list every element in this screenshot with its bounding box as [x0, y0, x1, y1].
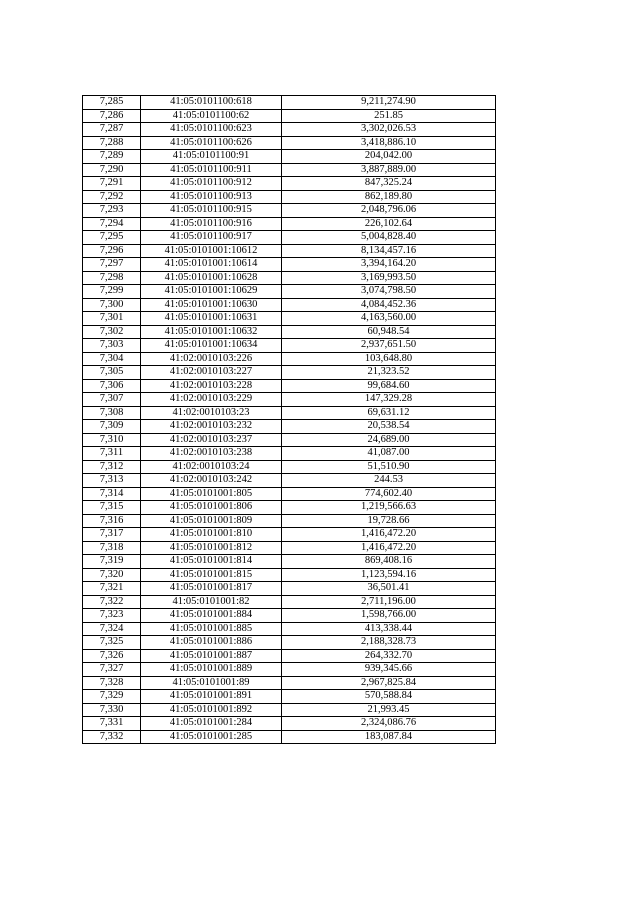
value-cell: 21,323.52	[282, 366, 496, 380]
table-row	[83, 433, 496, 447]
table-body	[83, 96, 496, 744]
row-number-cell: 7,331	[83, 717, 141, 731]
table-row	[83, 595, 496, 609]
table-row	[83, 636, 496, 650]
table-row	[83, 447, 496, 461]
value-cell: 226,102.64	[282, 217, 496, 231]
table-row	[83, 393, 496, 407]
row-number-cell: 7,320	[83, 568, 141, 582]
cadastral-number-cell: 41:02:0010103:226	[141, 352, 282, 366]
cadastral-number-cell: 41:02:0010103:227	[141, 366, 282, 380]
value-cell: 3,887,889.00	[282, 163, 496, 177]
table-row	[83, 528, 496, 542]
row-number-cell: 7,312	[83, 460, 141, 474]
table-row	[83, 123, 496, 137]
value-cell: 2,711,196.00	[282, 595, 496, 609]
value-cell: 847,325.24	[282, 177, 496, 191]
row-number-cell: 7,332	[83, 730, 141, 744]
cadastral-number-cell: 41:05:0101001:10630	[141, 298, 282, 312]
cadastral-number-cell: 41:05:0101001:815	[141, 568, 282, 582]
row-number-cell: 7,322	[83, 595, 141, 609]
row-number-cell: 7,285	[83, 96, 141, 110]
row-number-cell: 7,304	[83, 352, 141, 366]
cadastral-number-cell: 41:05:0101001:889	[141, 663, 282, 677]
row-number-cell: 7,326	[83, 649, 141, 663]
cadastral-number-cell: 41:05:0101001:805	[141, 487, 282, 501]
value-cell: 69,631.12	[282, 406, 496, 420]
row-number-cell: 7,303	[83, 339, 141, 353]
cadastral-number-cell: 41:05:0101001:285	[141, 730, 282, 744]
value-cell: 24,689.00	[282, 433, 496, 447]
value-cell: 204,042.00	[282, 150, 496, 164]
table-row	[83, 244, 496, 258]
value-cell: 1,416,472.20	[282, 541, 496, 555]
cadastral-number-cell: 41:05:0101100:912	[141, 177, 282, 191]
cadastral-number-cell: 41:05:0101100:913	[141, 190, 282, 204]
row-number-cell: 7,290	[83, 163, 141, 177]
cadastral-number-cell: 41:05:0101001:885	[141, 622, 282, 636]
row-number-cell: 7,328	[83, 676, 141, 690]
value-cell: 774,602.40	[282, 487, 496, 501]
value-cell: 36,501.41	[282, 582, 496, 596]
table-row	[83, 487, 496, 501]
table-row	[83, 541, 496, 555]
table-row	[83, 406, 496, 420]
cadastral-number-cell: 41:02:0010103:232	[141, 420, 282, 434]
cadastral-number-cell: 41:05:0101001:887	[141, 649, 282, 663]
table-row	[83, 109, 496, 123]
row-number-cell: 7,305	[83, 366, 141, 380]
cadastral-number-cell: 41:05:0101001:817	[141, 582, 282, 596]
value-cell: 2,967,825.84	[282, 676, 496, 690]
cadastral-number-cell: 41:05:0101100:91	[141, 150, 282, 164]
table-row	[83, 703, 496, 717]
table-row	[83, 150, 496, 164]
cadastral-number-cell: 41:05:0101100:917	[141, 231, 282, 245]
cadastral-number-cell: 41:02:0010103:237	[141, 433, 282, 447]
cadastral-number-cell: 41:05:0101001:884	[141, 609, 282, 623]
value-cell: 264,332.70	[282, 649, 496, 663]
value-cell: 147,329.28	[282, 393, 496, 407]
row-number-cell: 7,309	[83, 420, 141, 434]
row-number-cell: 7,313	[83, 474, 141, 488]
value-cell: 3,302,026.53	[282, 123, 496, 137]
cadastral-number-cell: 41:05:0101001:10614	[141, 258, 282, 272]
value-cell: 3,074,798.50	[282, 285, 496, 299]
table-row	[83, 379, 496, 393]
row-number-cell: 7,327	[83, 663, 141, 677]
value-cell: 2,324,086.76	[282, 717, 496, 731]
cadastral-number-cell: 41:05:0101100:62	[141, 109, 282, 123]
value-cell: 1,598,766.00	[282, 609, 496, 623]
row-number-cell: 7,301	[83, 312, 141, 326]
cadastral-number-cell: 41:05:0101001:886	[141, 636, 282, 650]
table-row	[83, 136, 496, 150]
row-number-cell: 7,317	[83, 528, 141, 542]
value-cell: 9,211,274.90	[282, 96, 496, 110]
table-row	[83, 325, 496, 339]
value-cell: 244.53	[282, 474, 496, 488]
cadastral-number-cell: 41:05:0101001:814	[141, 555, 282, 569]
cadastral-number-cell: 41:02:0010103:23	[141, 406, 282, 420]
cadastral-number-cell: 41:02:0010103:229	[141, 393, 282, 407]
table-row	[83, 730, 496, 744]
row-number-cell: 7,300	[83, 298, 141, 312]
table-row	[83, 676, 496, 690]
row-number-cell: 7,296	[83, 244, 141, 258]
value-cell: 21,993.45	[282, 703, 496, 717]
cadastral-number-cell: 41:05:0101100:623	[141, 123, 282, 137]
row-number-cell: 7,302	[83, 325, 141, 339]
table-row	[83, 717, 496, 731]
value-cell: 1,123,594.16	[282, 568, 496, 582]
table-row	[83, 514, 496, 528]
cadastral-number-cell: 41:05:0101100:618	[141, 96, 282, 110]
table-row	[83, 339, 496, 353]
row-number-cell: 7,329	[83, 690, 141, 704]
row-number-cell: 7,330	[83, 703, 141, 717]
row-number-cell: 7,289	[83, 150, 141, 164]
row-number-cell: 7,325	[83, 636, 141, 650]
cadastral-number-cell: 41:05:0101001:809	[141, 514, 282, 528]
row-number-cell: 7,292	[83, 190, 141, 204]
table-row	[83, 217, 496, 231]
table-row	[83, 420, 496, 434]
value-cell: 103,648.80	[282, 352, 496, 366]
row-number-cell: 7,294	[83, 217, 141, 231]
cadastral-number-cell: 41:05:0101001:10628	[141, 271, 282, 285]
table-row	[83, 190, 496, 204]
row-number-cell: 7,311	[83, 447, 141, 461]
value-cell: 5,004,828.40	[282, 231, 496, 245]
table-row	[83, 501, 496, 515]
table-row	[83, 285, 496, 299]
row-number-cell: 7,307	[83, 393, 141, 407]
cadastral-number-cell: 41:05:0101001:82	[141, 595, 282, 609]
table-row	[83, 96, 496, 110]
cadastral-number-cell: 41:05:0101001:891	[141, 690, 282, 704]
cadastral-number-cell: 41:05:0101100:911	[141, 163, 282, 177]
cadastral-number-cell: 41:02:0010103:228	[141, 379, 282, 393]
value-cell: 19,728.66	[282, 514, 496, 528]
table-row	[83, 649, 496, 663]
value-cell: 1,219,566.63	[282, 501, 496, 515]
row-number-cell: 7,324	[83, 622, 141, 636]
table-row	[83, 474, 496, 488]
value-cell: 413,338.44	[282, 622, 496, 636]
table-row	[83, 568, 496, 582]
value-cell: 99,684.60	[282, 379, 496, 393]
row-number-cell: 7,287	[83, 123, 141, 137]
table-row	[83, 177, 496, 191]
row-number-cell: 7,318	[83, 541, 141, 555]
row-number-cell: 7,298	[83, 271, 141, 285]
cadastral-number-cell: 41:05:0101001:10612	[141, 244, 282, 258]
table-row	[83, 582, 496, 596]
row-number-cell: 7,310	[83, 433, 141, 447]
table-row	[83, 690, 496, 704]
cadastral-number-cell: 41:05:0101100:915	[141, 204, 282, 218]
table-row	[83, 163, 496, 177]
row-number-cell: 7,295	[83, 231, 141, 245]
value-cell: 8,134,457.16	[282, 244, 496, 258]
value-cell: 2,048,796.06	[282, 204, 496, 218]
row-number-cell: 7,297	[83, 258, 141, 272]
row-number-cell: 7,315	[83, 501, 141, 515]
value-cell: 3,418,886.10	[282, 136, 496, 150]
row-number-cell: 7,316	[83, 514, 141, 528]
table-row	[83, 460, 496, 474]
value-cell: 570,588.84	[282, 690, 496, 704]
value-cell: 4,084,452.36	[282, 298, 496, 312]
table-row	[83, 366, 496, 380]
table-row	[83, 663, 496, 677]
row-number-cell: 7,299	[83, 285, 141, 299]
row-number-cell: 7,288	[83, 136, 141, 150]
cadastral-number-cell: 41:05:0101001:10632	[141, 325, 282, 339]
row-number-cell: 7,306	[83, 379, 141, 393]
row-number-cell: 7,321	[83, 582, 141, 596]
value-cell: 869,408.16	[282, 555, 496, 569]
value-cell: 41,087.00	[282, 447, 496, 461]
row-number-cell: 7,286	[83, 109, 141, 123]
row-number-cell: 7,323	[83, 609, 141, 623]
cadastral-number-cell: 41:05:0101001:284	[141, 717, 282, 731]
table-row	[83, 204, 496, 218]
cadastral-number-cell: 41:02:0010103:242	[141, 474, 282, 488]
value-cell: 60,948.54	[282, 325, 496, 339]
cadastral-number-cell: 41:05:0101100:626	[141, 136, 282, 150]
row-number-cell: 7,319	[83, 555, 141, 569]
value-cell: 20,538.54	[282, 420, 496, 434]
cadastral-number-cell: 41:05:0101001:10631	[141, 312, 282, 326]
cadastral-number-cell: 41:02:0010103:24	[141, 460, 282, 474]
table-row	[83, 298, 496, 312]
value-cell: 2,188,328.73	[282, 636, 496, 650]
cadastral-value-table	[82, 95, 496, 744]
value-cell: 4,163,560.00	[282, 312, 496, 326]
table-row	[83, 312, 496, 326]
table-row	[83, 231, 496, 245]
value-cell: 51,510.90	[282, 460, 496, 474]
cadastral-number-cell: 41:02:0010103:238	[141, 447, 282, 461]
value-cell: 3,394,164.20	[282, 258, 496, 272]
table-row	[83, 555, 496, 569]
value-cell: 2,937,651.50	[282, 339, 496, 353]
row-number-cell: 7,314	[83, 487, 141, 501]
cadastral-number-cell: 41:05:0101001:810	[141, 528, 282, 542]
cadastral-number-cell: 41:05:0101001:812	[141, 541, 282, 555]
cadastral-number-cell: 41:05:0101001:10629	[141, 285, 282, 299]
table-row	[83, 622, 496, 636]
table-row	[83, 609, 496, 623]
value-cell: 3,169,993.50	[282, 271, 496, 285]
cadastral-number-cell: 41:05:0101001:10634	[141, 339, 282, 353]
value-cell: 939,345.66	[282, 663, 496, 677]
cadastral-number-cell: 41:05:0101100:916	[141, 217, 282, 231]
row-number-cell: 7,308	[83, 406, 141, 420]
value-cell: 1,416,472.20	[282, 528, 496, 542]
value-cell: 183,087.84	[282, 730, 496, 744]
table-row	[83, 271, 496, 285]
value-cell: 862,189.80	[282, 190, 496, 204]
cadastral-number-cell: 41:05:0101001:892	[141, 703, 282, 717]
value-cell: 251.85	[282, 109, 496, 123]
cadastral-number-cell: 41:05:0101001:89	[141, 676, 282, 690]
table-row	[83, 352, 496, 366]
row-number-cell: 7,291	[83, 177, 141, 191]
cadastral-number-cell: 41:05:0101001:806	[141, 501, 282, 515]
table-row	[83, 258, 496, 272]
row-number-cell: 7,293	[83, 204, 141, 218]
